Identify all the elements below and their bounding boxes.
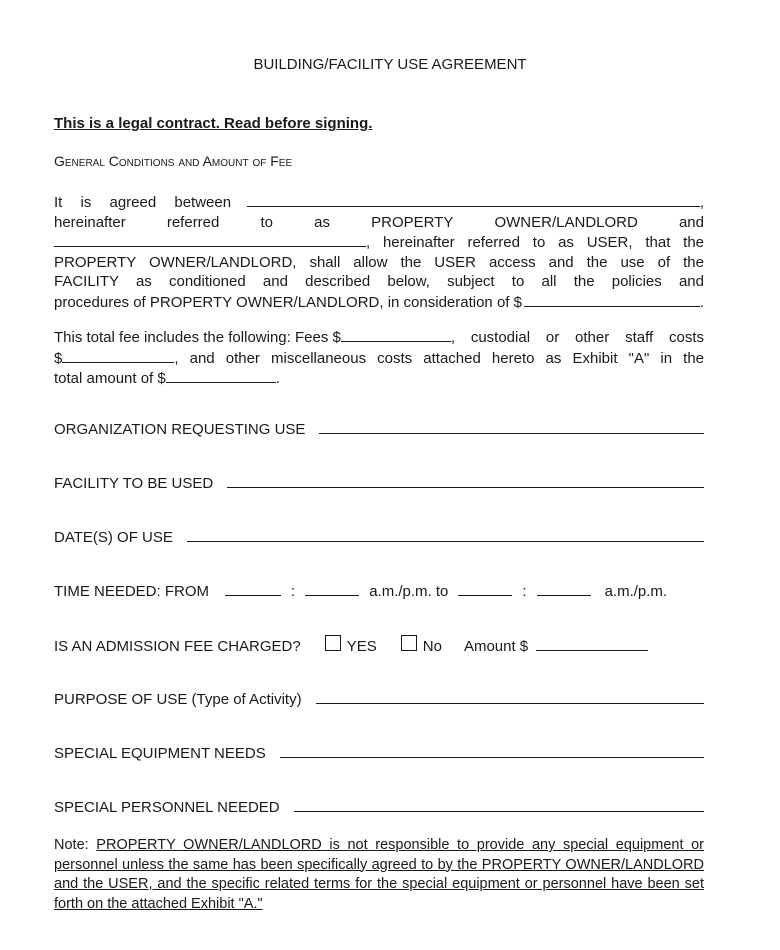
agreement-text: .	[699, 293, 704, 311]
amount-field[interactable]	[536, 636, 648, 651]
yes-label: YES	[346, 638, 377, 655]
organization-row	[54, 419, 704, 438]
fees-text: , custodial or other staff costs	[450, 329, 704, 346]
to-minute-field[interactable]	[537, 581, 591, 596]
disclaimer-note	[54, 836, 704, 914]
agreement-word: OWNER/LANDLORD	[494, 213, 638, 231]
fees-text: This total fee includes the following: Fees $	[54, 329, 341, 346]
equipment-label: SPECIAL EQUIPMENT NEEDS	[54, 745, 266, 762]
agreement-word: referred	[166, 213, 220, 231]
dates-field[interactable]	[187, 527, 704, 542]
dates-row	[54, 527, 704, 546]
time-separator: :	[522, 583, 527, 600]
equipment-row	[54, 743, 704, 762]
agreement-word: as	[314, 213, 330, 231]
dates-label: DATE(S) OF USE	[54, 529, 173, 546]
agreement-word: PROPERTY	[371, 213, 454, 231]
agreement-text: PROPERTY OWNER/LANDLORD, shall allow the USER access and the use of the	[54, 253, 704, 271]
time-separator: :	[291, 583, 296, 600]
fees-paragraph	[54, 327, 704, 389]
agreement-line-6	[54, 292, 704, 313]
facility-label: FACILITY TO BE USED	[54, 475, 214, 492]
personnel-row	[54, 797, 704, 816]
fees-text: , and other miscellaneous costs attached hereto as Exhibit "A" in the	[174, 349, 704, 367]
agreement-line-2	[54, 213, 704, 233]
note-prefix: Note:	[54, 837, 97, 853]
no-checkbox[interactable]	[401, 635, 417, 651]
personnel-label: SPECIAL PERSONNEL NEEDED	[54, 799, 280, 816]
agreement-text: It is agreed between	[54, 194, 232, 211]
fees-text: .	[275, 370, 280, 387]
purpose-row	[54, 689, 704, 708]
fees-line-1	[54, 327, 704, 348]
amount-label: Amount $	[463, 638, 529, 655]
admission-label: IS AN ADMISSION FEE CHARGED?	[54, 638, 301, 655]
equipment-field[interactable]	[280, 743, 704, 758]
fees-text: total amount of $	[54, 370, 166, 387]
agreement-text: procedures of PROPERTY OWNER/LANDLORD, in consideration of $	[54, 293, 522, 311]
fees-line-3	[54, 368, 704, 389]
party-name-blank[interactable]	[247, 192, 700, 207]
agreement-text: FACILITY as conditioned and described below, subject to all the policies and	[54, 273, 704, 290]
agreement-word: to	[260, 213, 274, 231]
admission-row	[54, 635, 704, 655]
user-name-blank[interactable]	[54, 232, 366, 247]
from-minute-field[interactable]	[305, 581, 359, 596]
yes-checkbox[interactable]	[325, 635, 341, 651]
purpose-label: PURPOSE OF USE (Type of Activity)	[54, 691, 302, 708]
agreement-word: and	[678, 213, 704, 231]
time-label: TIME NEEDED: FROM	[54, 583, 210, 600]
agreement-paragraph	[54, 192, 704, 312]
personnel-field[interactable]	[294, 797, 704, 812]
organization-field[interactable]	[319, 419, 704, 434]
legal-warning: This is a legal contract. Read before signing.	[54, 115, 373, 132]
fees-line-2	[54, 348, 704, 369]
no-label: No	[422, 638, 442, 655]
section-subheading: General Conditions and Amount of Fee	[54, 153, 293, 169]
from-hour-field[interactable]	[225, 581, 281, 596]
time-row	[54, 581, 704, 600]
agreement-text: , hereinafter referred to as USER, that the	[366, 234, 704, 251]
to-hour-field[interactable]	[458, 581, 512, 596]
agreement-line-3	[54, 232, 704, 253]
fees-amount-blank[interactable]	[341, 327, 451, 342]
agreement-text: ,	[699, 194, 704, 211]
staff-costs-blank[interactable]	[62, 348, 174, 363]
organization-label: ORGANIZATION REQUESTING USE	[54, 421, 306, 438]
agreement-word: hereinafter	[54, 213, 126, 231]
purpose-field[interactable]	[316, 689, 704, 704]
total-amount-blank[interactable]	[166, 368, 276, 383]
document-title: BUILDING/FACILITY USE AGREEMENT	[253, 56, 527, 73]
fees-text: $	[54, 349, 63, 367]
facility-row	[54, 473, 704, 492]
agreement-line-1	[54, 192, 704, 213]
note-body: PROPERTY OWNER/LANDLORD is not responsible to provide any special equipment or personnel unless the same has been specifically agreed to by the PROPERTY OWNER/LANDLORD and the USER, and the specific related terms for the special equipment or personnel have been set forth on the attached Exhibit "A."	[54, 837, 705, 912]
consideration-amount-blank[interactable]	[524, 292, 700, 307]
ampm-label: a.m./p.m.	[604, 583, 668, 600]
facility-field[interactable]	[227, 473, 704, 488]
ampm-to-label: a.m./p.m. to	[369, 583, 449, 600]
